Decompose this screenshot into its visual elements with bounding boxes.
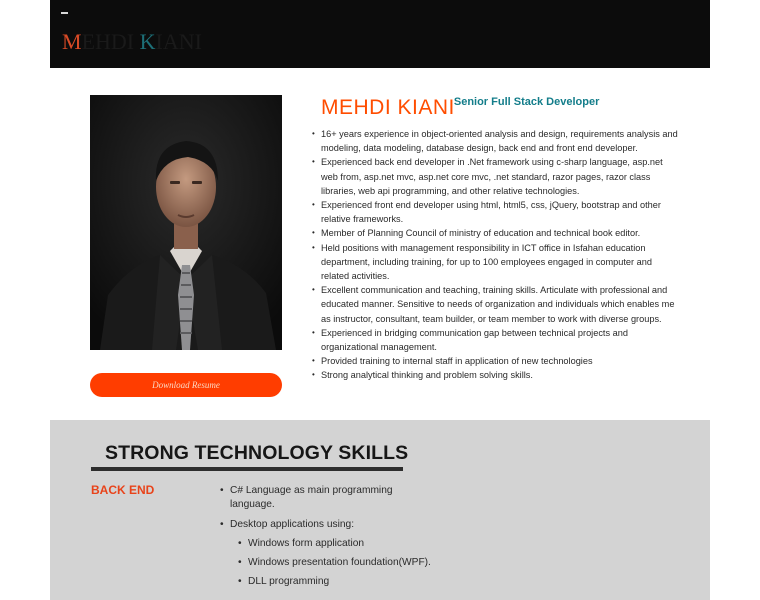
desktop-sub-list	[230, 537, 440, 589]
backend-category-label: BACK END	[91, 483, 155, 497]
backend-skill-list	[220, 484, 440, 595]
profile-photo	[90, 95, 282, 350]
logo-last-name-rest: IANI	[155, 29, 202, 54]
top-navigation-bar	[50, 0, 710, 68]
profile-heading	[321, 96, 599, 120]
list-item: • Experienced front end developer using html, html5, css, jQuery, bootstrap and other relative frameworks.	[312, 198, 682, 226]
list-item: • Member of Planning Council of ministry of education and technical book editor.	[312, 226, 682, 240]
list-item: • 16+ years experience in object-oriented analysis and design, requirements analysis and modeling, data modeling, database design, back end and front end developer.	[312, 127, 682, 155]
list-item: • C# Language as main programming language.	[220, 484, 440, 512]
logo-initial-k: K	[139, 29, 156, 54]
list-item: • Held positions with management responsibility in ICT office in Isfahan education department, including training, for up to 100 employees engaged in computer and related activities.	[312, 241, 682, 284]
sub-list-item: • Windows presentation foundation(WPF).	[230, 556, 440, 570]
site-logo[interactable]	[62, 31, 202, 53]
logo-initial-m: M	[62, 29, 82, 54]
menu-icon[interactable]	[61, 12, 68, 14]
experience-list	[312, 127, 682, 383]
list-item: • Experienced back end developer in .Net framework using c-sharp language, asp.net web from, asp.net mvc, asp.net core mvc, .net standard, razor pages, razor class libraries, web api programming, and other relative technologies.	[312, 155, 682, 198]
sub-list-item: • DLL programming	[230, 575, 440, 589]
title-underline	[91, 467, 403, 471]
technology-skills-section	[50, 420, 710, 600]
list-item	[220, 518, 440, 589]
list-item: • Experienced in bridging communication gap between technical projects and organizational management.	[312, 326, 682, 354]
sub-list-item: • Windows form application	[230, 537, 440, 551]
page-margin	[0, 0, 50, 600]
list-item-label: Desktop applications using:	[230, 519, 355, 530]
list-item: • Strong analytical thinking and problem solving skills.	[312, 368, 682, 382]
list-item: • Provided training to internal staff in application of new technologies	[312, 354, 682, 368]
logo-first-name-rest: EHDI	[81, 29, 140, 54]
profile-section	[50, 68, 710, 420]
download-resume-button[interactable]: Download Resume	[90, 373, 282, 397]
portrait-illustration	[90, 95, 282, 350]
profile-title: Senior Full Stack Developer	[453, 96, 600, 108]
list-item: • Excellent communication and teaching, training skills. Articulate with professional and educated manner. Sensitive to needs of organization and individuals which enables me as instructor, consultant, team builder, or team member to work with diverse groups.	[312, 283, 682, 326]
profile-name: MEHDI KIANI	[321, 96, 455, 119]
skills-section-title: STRONG TECHNOLOGY SKILLS	[105, 442, 409, 464]
